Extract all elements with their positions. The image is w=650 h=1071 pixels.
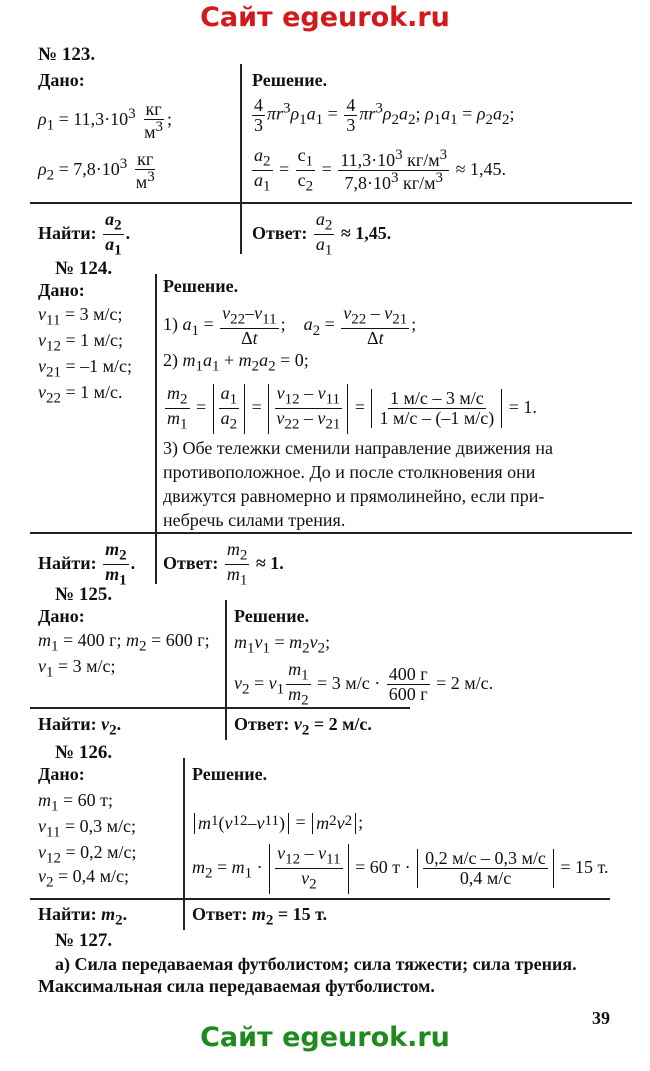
problem-124-divider [30, 532, 632, 534]
problem-123-divider [30, 202, 632, 204]
problem-125-solution-line-2: $v_2 = v_1$ $\frac{m_1}{m_2}$ = 3 м/с · $\frac{400 г}{600 г}$ = 2 м/с. [234, 659, 494, 709]
site-watermark-bottom: Сайт egeurok.ru [200, 1022, 450, 1053]
problem-124-solution-text-2: противоположное. До и после столкновения они [163, 462, 536, 482]
problem-123-given-title: Дано: [38, 70, 85, 90]
problem-123-given-1: $\rho_1 = 11,3\cdot 10^3$ $\frac{кг}{м^3}$ ; [38, 99, 173, 142]
problem-125-number: № 125. [55, 584, 113, 605]
problem-124-given-3: $v_{21} = -1$ м/с; [38, 356, 133, 381]
page-number: 39 [592, 1008, 610, 1028]
problem-126-solution-line-1: m 1 ( v 12 – v 11 ) = m 2 v 2 ; [192, 812, 363, 834]
problem-123-find: Найти: $\frac{a_2}{a_1}$ . [38, 209, 131, 259]
problem-126-given-title: Дано: [38, 764, 85, 784]
problem-124-solution-title: Решение. [163, 276, 239, 296]
problem-126-solution-title: Решение. [192, 764, 268, 784]
problem-125-answer: Ответ: $v_2 = 2$ м/с. [234, 714, 372, 739]
problem-124-solution-line-2: 2) $m_1a_1 + m_2a_2 = 0$; [163, 350, 309, 375]
problem-126-solution-line-2: $m_2 = m_1$ · $\frac{v_{12} - v_{11}}{v_2}$ = 60 т · $\frac{0,2 м/с - 0,3 м/с}{0,4 м/с}$ = 15 т. [192, 843, 609, 893]
problem-125-given-title: Дано: [38, 606, 85, 626]
problem-123-number: № 123. [38, 44, 96, 65]
problem-125-given-2: $v_1 = 3$ м/с; [38, 656, 116, 681]
problem-127-line-2: Максимальная сила передаваемая футболистом. [38, 976, 435, 996]
problem-124-answer: Ответ: $\frac{m_2}{m_1}$ ≈ 1. [163, 539, 284, 589]
problem-124-solution-text-1: 3) Обе тележки сменили направление движения на [163, 438, 553, 458]
problem-125-solution-line-1: $m_1v_1 = m_2v_2$; [234, 632, 331, 657]
problem-127-line-1: а) Сила передаваемая футболистом; сила тяжести; сила трения. [55, 954, 577, 974]
problem-124-column-line [155, 274, 157, 584]
problem-125-solution-title: Решение. [234, 606, 310, 626]
problem-123-solution-line-1: $\frac{4}{3}$ $\pi r^3\rho_1a_1$ = $\frac{4}{3}$ $\pi r^3\rho_2a_2$; $\rho_1a_1 = \rho_2a_2$; [254, 95, 515, 135]
problem-124-find: Найти: $\frac{m_2}{m_1}$ . [38, 539, 136, 589]
problem-124-given-1: $v_{11} = 3$ м/с; [38, 304, 123, 329]
problem-124-given-title: Дано: [38, 280, 85, 300]
problem-126-given-4: $v_2 = 0,4$ м/с; [38, 866, 130, 891]
problem-124-solution-line-1: 1) $a_1$ = $\frac{v_{22}-v_{11}}{\Delta t}$ ; $a_2$ = $\frac{v_{22} - v_{21}}{\Delta t}$ ; [163, 303, 417, 349]
problem-126-answer: Ответ: $m_2 = 15$ т. [192, 904, 328, 929]
problem-124-given-4: $v_{22} = 1$ м/с. [38, 382, 123, 407]
problem-126-given-3: $v_{12} = 0,2$ м/с; [38, 842, 137, 867]
problem-123-given-2: $\rho_2 = 7,8\cdot 10^3$ $\frac{кг}{м^3}$ [38, 149, 155, 192]
problem-124-solution-line-3: $\frac{m_2}{m_1}$ = $\frac{a_1}{a_2}$ = $\frac{v_{12} - v_{11}}{v_{22} - v_{21}}$ = $\frac{1 м/с - 3 м/с}{1 м/с - (-1 м/с)}$ = 1. [167, 383, 537, 433]
problem-123-answer: Ответ: $\frac{a_2}{a_1}$ ≈ 1,45. [252, 209, 392, 259]
problem-124-solution-text-4: небречь силами трения. [163, 510, 346, 530]
problem-126-find: Найти: $m_2$. [38, 904, 128, 929]
problem-125-given-1: $m_1 = 400$ г; $m_2 = 600$ г; [38, 630, 210, 655]
problem-126-given-2: $v_{11} = 0,3$ м/с; [38, 816, 136, 841]
problem-126-given-1: $m_1 = 60$ т; [38, 790, 114, 815]
problem-124-number: № 124. [55, 258, 113, 279]
problem-125-find: Найти: $v_2$. [38, 714, 122, 739]
problem-125-column-line [225, 600, 227, 740]
problem-123-solution-title: Решение. [252, 70, 328, 90]
problem-124-solution-text-3: движутся равномерно и прямолинейно, если при- [163, 486, 545, 506]
problem-124-given-2: $v_{12} = 1$ м/с; [38, 330, 124, 355]
problem-126-column-line [183, 758, 185, 930]
problem-126-divider [30, 898, 610, 900]
problem-126-number: № 126. [55, 742, 113, 763]
problem-123-column-line [240, 64, 242, 254]
problem-127-number: № 127. [55, 930, 113, 951]
problem-123-solution-line-2: $\frac{a_2}{a_1}$ = $\frac{c_1}{c_2}$ = $\frac{11,3\cdot 10^3 кг/м^3}{7,8\cdot 10^3 кг/м^3}$ ≈ 1,45. [254, 145, 507, 195]
site-watermark-top: Сайт egeurok.ru [200, 2, 450, 33]
